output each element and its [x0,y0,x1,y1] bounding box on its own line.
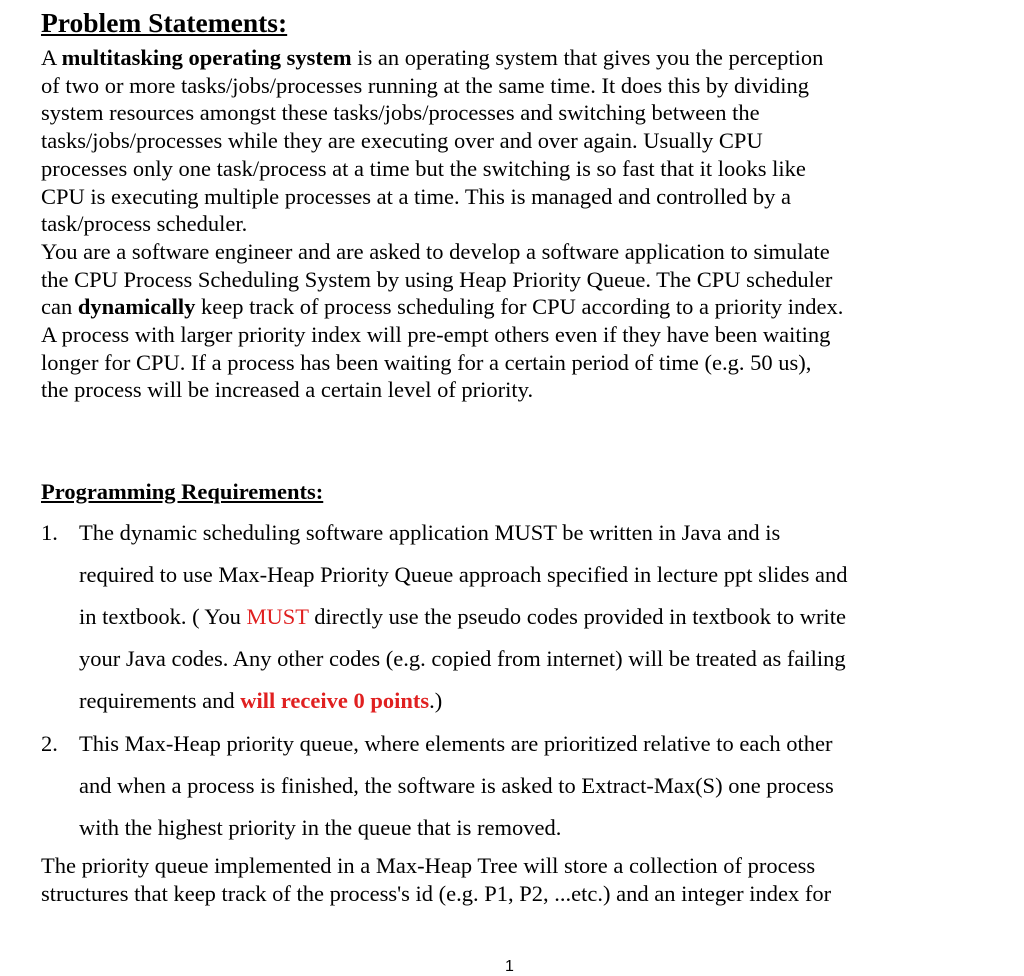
text-line: The dynamic scheduling software application MUST be written in Java and is [79,520,781,545]
text-line: A process with larger priority index will pre-empt others even if they have been waiting [41,322,831,348]
bold-term: dynamically [77,294,196,320]
text-line: tasks/jobs/processes while they are executing over and over again. Usually CPU [41,128,763,154]
emphasis-must: MUST [246,604,309,629]
list-item [41,723,1016,849]
list-number: 1. [41,520,58,545]
requirements-list-item-2 [41,723,1016,849]
text-line: The priority queue implemented in a Max-Heap Tree will store a collection of process [41,853,816,878]
text-line: in textbook. ( You MUST directly use the pseudo codes provided in textbook to write [79,604,847,629]
closing-paragraph [41,852,1016,907]
text-line: your Java codes. Any other codes (e.g. copied from internet) will be treated as failing [79,646,846,671]
problem-statement-paragraph [41,44,1016,404]
text-line: of two or more tasks/jobs/processes running at the same time. It does this by dividing [41,72,810,98]
text-line: task/process scheduler. [41,211,248,237]
text-line: required to use Max-Heap Priority Queue approach specified in lecture ppt slides and [79,562,848,587]
emphasis-zero-points: will receive 0 points [240,688,430,713]
text-line: the CPU Process Scheduling System by using Heap Priority Queue. The CPU scheduler [41,266,833,292]
text-line: This Max-Heap priority queue, where elements are prioritized relative to each other [79,731,833,756]
page-number: 1 [505,958,514,975]
programming-requirements-heading: Programming Requirements: [41,479,324,504]
text-line: You are a software engineer and are asked to develop a software application to simulate [41,238,830,264]
problem-statements-heading: Problem Statements: [41,7,288,38]
text-line: requirements and will receive 0 points.) [79,688,443,713]
text-line: system resources amongst these tasks/jobs/processes and switching between the [41,100,760,126]
text-line: processes only one task/process at a time but the switching is so fast that it looks like [41,155,806,181]
requirements-list-item-1 [41,512,1016,722]
list-item [41,512,1016,722]
bold-term: multitasking operating system [61,45,352,70]
text-line: with the highest priority in the queue that is removed. [79,815,562,840]
text-line: structures that keep track of the process's id (e.g. P1, P2, ...etc.) and an integer index for [41,880,832,906]
text-line: CPU is executing multiple processes at a time. This is managed and controlled by a [41,183,792,209]
text-line: can dynamically keep track of process scheduling for CPU according to a priority index. [41,294,844,320]
text-line: and when a process is finished, the software is asked to Extract-Max(S) one process [79,773,834,798]
list-number: 2. [41,731,58,756]
text-line: longer for CPU. If a process has been waiting for a certain period of time (e.g. 50 us), [41,349,812,375]
text-line: A multitasking operating system is an operating system that gives you the perception [41,45,824,70]
text-line: the process will be increased a certain level of priority. [41,377,534,403]
